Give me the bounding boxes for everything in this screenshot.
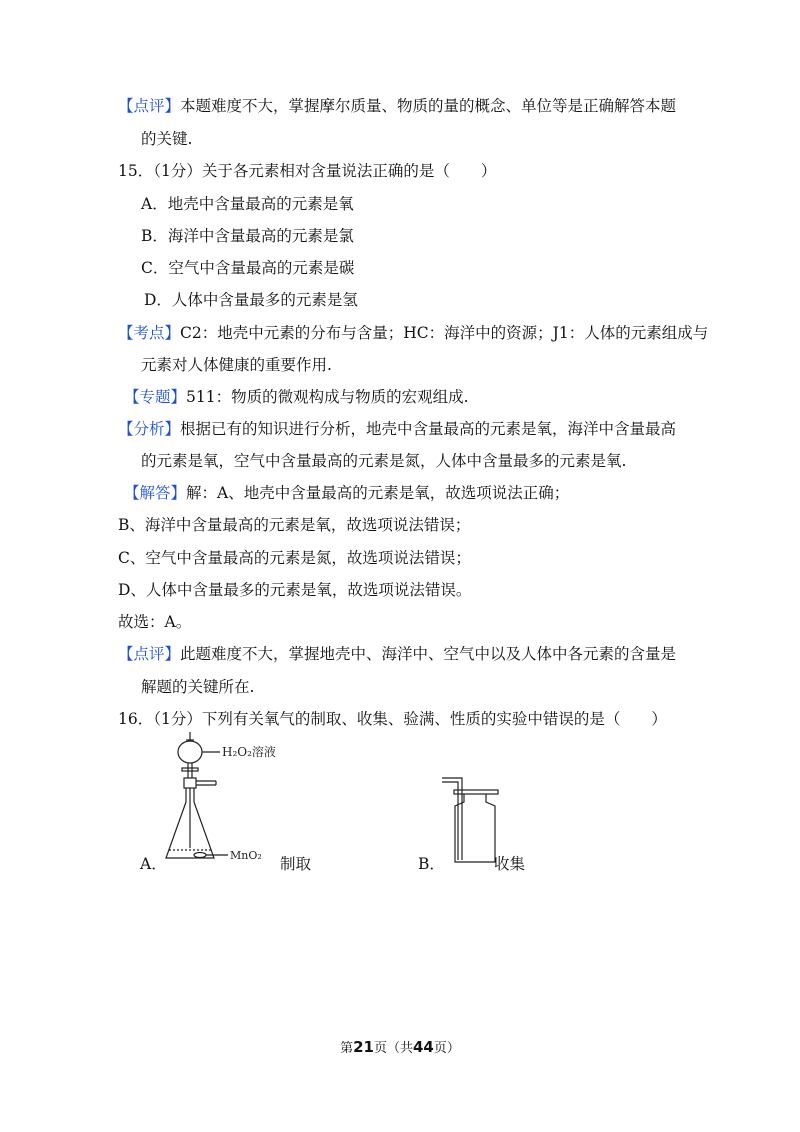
option-a-caption: 制取 <box>280 855 312 873</box>
option-b: B．海洋中含量最高的元素是氯 <box>141 227 354 245</box>
answer-line: 故选：A。 <box>118 613 192 631</box>
h2o2-label: H₂O₂溶液 <box>222 745 276 759</box>
section-tag: 【考点】 <box>118 324 181 342</box>
section-tag: 【专题】 <box>124 388 187 406</box>
oxygen-generation-apparatus-diagram <box>160 730 280 870</box>
dianping-line-1: 【点评】此题难度不大，掌握地壳中、海洋中、空气中以及人体中各元素的含量是 <box>118 645 677 663</box>
page-number: 21 <box>353 1038 374 1056</box>
page-footer: 第21页（共44页） <box>340 1038 460 1056</box>
jieda-line-b: B、海洋中含量最高的元素是氧，故选项说法错误； <box>118 516 471 534</box>
dianping-line-2: 解题的关键所在. <box>141 678 255 696</box>
jieda-line-d: D、人体中含量最多的元素是氧，故选项说法错误。 <box>118 581 472 599</box>
kaodian-line-2: 元素对人体健康的重要作用. <box>141 356 332 374</box>
page-total: 44 <box>413 1038 434 1056</box>
jieda-line-c: C、空气中含量最高的元素是氮，故选项说法错误； <box>118 549 471 567</box>
gas-collection-bottle-diagram <box>440 776 500 868</box>
option-b-caption: 收集 <box>494 855 526 873</box>
section-tag: 【点评】 <box>118 645 181 663</box>
option-a-letter: A． <box>140 855 167 873</box>
review-line-2: 的关键. <box>141 130 193 148</box>
review-line-1: 【点评】本题难度不大，掌握摩尔质量、物质的量的概念、单位等是正确解答本题 <box>118 97 677 115</box>
fenxi-line-2: 的元素是氧，空气中含量最高的元素是氮，人体中含量最多的元素是氧. <box>141 452 627 470</box>
mno2-label: MnO₂ <box>230 849 262 862</box>
zhuanti-line: 【专题】511：物质的微观构成与物质的宏观组成. <box>124 388 469 406</box>
kaodian-line-1: 【考点】C2：地壳中元素的分布与含量；HC：海洋中的资源；J1：人体的元素组成与 <box>118 324 709 342</box>
jieda-line-1: 【解答】解：A、地壳中含量最高的元素是氧，故选项说法正确； <box>124 484 570 502</box>
option-d: D．人体中含量最多的元素是氢 <box>144 291 358 309</box>
section-tag: 【解答】 <box>124 484 187 502</box>
question-16-stem: 16．（1分）下列有关氧气的制取、收集、验满、性质的实验中错误的是（ ） <box>118 710 667 728</box>
fenxi-line-1: 【分析】根据已有的知识进行分析，地壳中含量最高的元素是氧，海洋中含量最高 <box>118 420 677 438</box>
option-a: A．地壳中含量最高的元素是氧 <box>141 195 354 213</box>
option-c: C．空气中含量最高的元素是碳 <box>141 259 355 277</box>
section-tag: 【分析】 <box>118 420 181 438</box>
section-tag: 【点评】 <box>118 97 181 115</box>
option-b-letter: B． <box>418 855 445 873</box>
question-15-stem: 15．（1分）关于各元素相对含量说法正确的是（ ） <box>118 162 497 180</box>
